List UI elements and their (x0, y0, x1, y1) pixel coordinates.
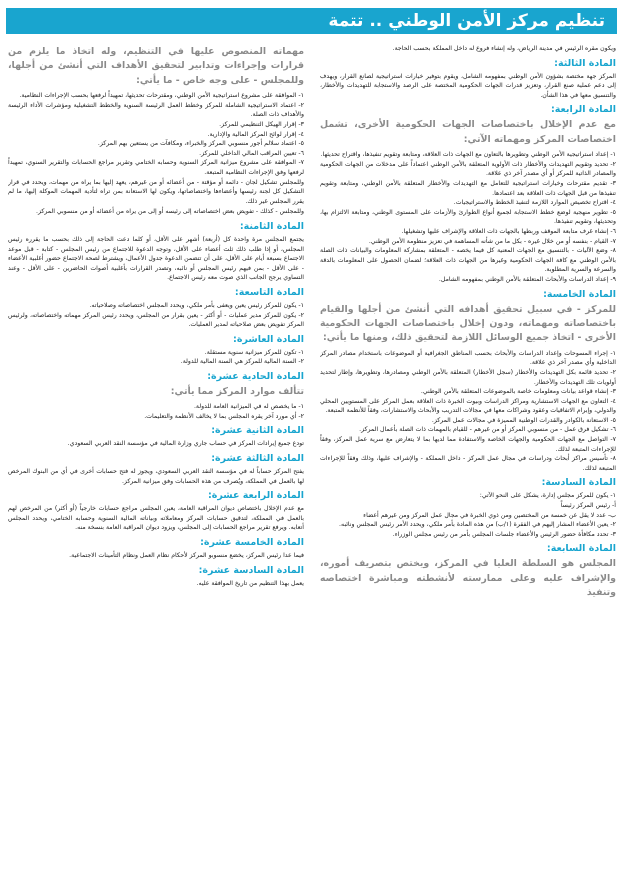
paragraph: مع عدم الإخلال باختصاص ديوان المراقبة العامة، يعين المجلس مراجع حسابات خارجياً (أو أكثر) من المرخص لهم بالعمل في المملكة، لتدقيق حسابات المركز ومعاملاته وبياناته المالية السنوية وحسابه الختامي، ويحدد المجلس أتعابه. ويرفع تقرير مراجع الحسابات إلى المجلس، ويزود ديوان المراقبة العامة بنسخة منه. (8, 505, 304, 532)
article-heading: المادة الخامسة: (543, 288, 616, 300)
list-item: ١- ما يخصص له في الميزانية العامة للدولة. (193, 403, 304, 411)
article-heading: المادة العاشرة: (233, 333, 304, 345)
lead-paragraph: للمركز - في سبيل تحقيق أهدافه التي أنشئ من أجلها والقيام باختصاصاته ومهماته، ودون إخلال باختصاصات الجهات الحكومية الأخرى - اتخاذ جميع الوسائل اللازمة لتحقيق ذلك، ومنها ما يأتي: (320, 303, 616, 344)
list-item: ٨- تأسيس مراكز أبحاث ودراسات في مجال عمل المركز - داخل المملكة - والإشراف عليها، وذلك وفقاً للإجراءات المتبعة لذلك. (320, 455, 616, 472)
list-item: ٢- تحديد وتقويم التهديدات والأخطار ذات الأولوية المتعلقة بالأمن الوطني اعتماداً على مدخلات من الجهات الحكومية والمصادر الذاتية للمركز أو أي مصدر آخر ذي علاقة. (320, 160, 616, 178)
paragraph: وللمجلس - كذلك - تفويض بعض اختصاصاته إلى رئيسه أو إلى من يراه من أعضائه أو من منسوبي المركز. (36, 208, 304, 216)
list-item: ٧- الموافقة على مشروع ميزانية المركز السنوية وحسابه الختامي وتقرير مراجع الحسابات والتقرير السنوي، تمهيداً لرفعها وفق الإجراءات النظامية المتبعة. (8, 159, 304, 176)
list-item: ٥- اعتماد سلالم أجور منسوبي المركز والخبراء، ومكافآت من يستعين بهم المركز. (97, 140, 304, 148)
article-heading: المادة السادسة: (541, 477, 616, 489)
paragraph: يجتمع المجلس مرة واحدة كل (أربعة) أشهر على الأقل، أو كلما دعت الحاجة إلى ذلك بحسب ما يقرره رئيس المجلس، أو إذا طلب ذلك ثلث أعضاء على الأقل، وتوجه الدعوة للاجتماع من رئيس المجلس - كتابة - قبل موعد الاجتماع بسبعة أيام على الأقل، على أن تتضمن الدعوة جدول الأعمال، ويشترط لصحة الاجتماع حضور أغلبية الأعضاء - على الأقل - بمن فيهم رئيس المجلس أو نائبه، وتصدر القرارات بأغلبية أصوات الحاضرين - على الأقل - وعند التساوي يرجح الجانب الذي صوت معه رئيس الاجتماع. (8, 235, 304, 282)
list-item: ٥- الاستعانة بالكوادر والقدرات الوطنية المميزة في مجالات عمل المركز. (431, 416, 616, 424)
paragraph: ويكون مقره الرئيس في مدينة الرياض، وله إنشاء فروع له داخل المملكة بحسب الحاجة. (392, 45, 616, 52)
paragraph: يعمل بهذا التنظيم من تاريخ الموافقة عليه. (196, 579, 304, 587)
list-item: ١- يكون للمركز مجلس إدارة، يشكل على النحو الآتي: (479, 492, 616, 500)
lead-paragraph: مهماته المنصوص عليها في التنظيم، وله اتخاذ ما يلزم من قرارات وإجراءات وتدابير لتحقيق الأهداف التي أنشئ من أجلها، وللمجلس - على وجه خاص - ما يأتي: (8, 46, 304, 86)
list-item: ٢- تحديد قائمة بكل التهديدات والأخطار (سجل الأخطار) المتعلقة بالأمن الوطني ومصادرها، وتطويرها، وإطار لتحديد أولويات تلك التهديدات والأخطار. (320, 368, 616, 386)
paragraph: المركز جهة مختصة بشؤون الأمن الوطني بمفهومه الشامل، ويقوم بتوفير خيارات استراتيجية لصانع القرار، ويهدف إلى دعم عملية صنع القرار، وتعزيز قدرات الجهات الحكومية المختصة على الرصد والاستجابة للتهديدات والأخطار، والتنسيق معها في هذا الشأن. (320, 72, 616, 99)
lead-paragraph: المجلس هو السلطة العليا في المركز، ويختص بتصريف أموره، والإشراف عليه وعلى ممارسته لأنشطته ومباشرة اختصاصه وتنفيذ (320, 558, 616, 599)
list-item: ب- عدد لا يقل عن خمسة من المختصين ومن ذوي الخبرة في مجال عمل المركز ومن غيرهم أعضاء (363, 511, 616, 519)
lead-paragraph: تتألف موارد المركز مما يأتي: (170, 385, 304, 397)
article-heading: المادة الثالثة: (554, 57, 616, 69)
article-heading: المادة الرابعة: (550, 104, 616, 116)
lead-paragraph: مع عدم الإخلال باختصاصات الجهات الحكومية الأخرى، تشمل اختصاصات المركز ومهماته الآتي: (320, 119, 616, 145)
list-item: ٧- التواصل مع الجهات الحكومية والجهات الخاصة والاستفادة مما لديها بما لا يتعارض مع سرية عمل المركز، وفقاً للإجراءات المتبعة لذلك. (320, 436, 616, 453)
list-item: ٢- يعين الأعضاء المشار إليهم في الفقرة (١/ب) من هذه المادة بأمر ملكي، ويحدد الأمر رئيس المجلس ونائبه. (339, 521, 616, 529)
article-heading: المادة الحادية عشرة: (207, 370, 304, 382)
page-title-banner (6, 8, 617, 34)
list-item: ٦- تعيين المراقب المالي الداخلي للمركز. (199, 149, 304, 157)
paragraph: تودع جميع إيرادات المركز في حساب جاري وزارة المالية في مؤسسة النقد العربي السعودي. (67, 440, 304, 448)
list-item: ١- إعداد استراتيجية الأمن الوطني وتطويرها بالتعاون مع الجهات ذات العلاقة، ومتابعة وتقويم تنفيذها، واقتراح تحديثها. (320, 151, 616, 159)
paragraph: وللمجلس تشكيل لجان - دائمة أو مؤقتة - من أعضائه أو من غيرهم، يعهد إليها بما يراه من مهمات، ويحدد في قرار التشكيل كل لجنة رئيسها وأعضاءها واختصاصاتها، ويكون لها الاستعانة بمن تراه لتأدية المهمات الموكلة إليها، ما لم يقرر المجلس غير ذلك. (8, 178, 304, 205)
list-item: ٢- اعتماد الاستراتيجية الشاملة للمركز وخطط العمل الرئيسة السنوية والخطط التشغيلية ومؤشرات الأداء الرئيسة والأهداف ذات الصلة. (8, 101, 304, 119)
list-item: ٣- تحدد مكافأة حضور الرئيس والأعضاء جلسات المجلس بأمر من رئيس مجلس الوزراء. (392, 530, 616, 538)
list-item: ٤- اقتراح تخصيص الموارد اللازمة لتنفيذ الخطط والاستراتيجيات. (453, 199, 616, 207)
list-item: ٤- إقرار لوائح المركز المالية والإدارية. (207, 130, 304, 138)
left-column (8, 44, 304, 880)
list-item: ٢- أي مورد آخر يقره المجلس بما لا يخالف الأنظمة والتعليمات. (144, 412, 304, 420)
article-heading: المادة الثانية عشرة: (211, 425, 304, 437)
article-heading: المادة الثامنة: (239, 220, 304, 232)
list-item: ٣- إقرار الهيكل التنظيمي للمركز. (219, 121, 304, 128)
list-item: ٣- تقديم مقترحات وخيارات استراتيجية للتعامل مع التهديدات والأخطار المتعلقة بالأمن الوطني، ومتابعة وتقويم تنفيذها من قبل الجهات ذات العلاقة بعد اعتمادها. (320, 179, 616, 197)
list-item: ١- الموافقة على مشروع استراتيجية الأمن الوطني، ومقترحات تحديثها، تمهيداً لرفعها بحسب الإجراءات النظامية. (19, 92, 304, 100)
list-item: ٨- وضع الآليات - بالتنسيق مع الجهات المعنية كل فيما يخصه - المتعلقة بمشاركة المعلومات والبيانات ذات الصلة بالأمن الوطني مع كافة الجهات الحكومية وغيرها من الجهات ذات العلاقة؛ لضمان الحصول على المعلومات بالدقة والسرعة والسرية المطلوبة. (320, 247, 616, 274)
list-item: ٩- إعداد الدراسات والأبحاث المتعلقة بالأمن الوطني بمفهومه الشامل. (438, 275, 616, 283)
list-item: ٣- إنشاء قواعد بيانات ومعلومات خاصة بالموضوعات المتعلقة بالأمن الوطني. (420, 388, 616, 396)
page-title: تنظيم مركز الأمن الوطني .. تتمة (328, 11, 605, 31)
list-item: ٦- إنشاء غرف متابعة الموقف وربطها بالجهات ذات العلاقة والإشراف عليها وتشغيلها. (401, 227, 616, 235)
paragraph: يفتح المركز حساباً له في مؤسسة النقد العربي السعودي، ويجوز له فتح حسابات أخرى في أي من البنوك المرخص لها بالعمل في المملكة، ويُصرف من هذه الحسابات وفق ميزانية المركز. (8, 468, 304, 485)
list-item: ٥- تطوير منهجية لوضع خطط الاستجابة لجميع أنواع الطوارئ والأزمات على المستوى الوطني، ومتابعة الالتزام بها، وتحديثها، وتقويم تنفيذها. (320, 208, 616, 226)
right-column (320, 44, 616, 880)
list-item: ١- تكون للمركز ميزانية سنوية مستقلة. (204, 348, 304, 356)
paragraph: فيما عدا رئيس المركز، يخضع منسوبو المركز لأحكام نظام العمل ونظام التأمينات الاجتماعية. (69, 552, 304, 560)
article-heading: المادة الرابعة عشرة: (207, 490, 304, 502)
list-item: ٦- تشكيل فرق عمل - من منسوبي المركز أو من غيرهم - للقيام بالمهمات ذات الصلة بأعمال المركز. (359, 426, 616, 434)
list-item: ٧- القيام - بنفسه أو من خلال غيره - بكل ما من شأنه المساهمة في تعزيز منظومة الأمن الوطني. (368, 237, 616, 245)
article-heading: المادة الخامسة عشرة: (200, 537, 304, 549)
list-item: ١- يكون للمركز رئيس يعين ويعفى بأمر ملكي، ويحدد المجلس اختصاصاته وصلاحياته. (89, 301, 304, 309)
article-heading: المادة السابعة: (546, 543, 616, 555)
article-heading: المادة السادسة عشرة: (198, 564, 304, 576)
list-item: ٢- يكون للمركز مدير عمليات - أو أكثر - يعين بقرار من المجلس، ويحدد رئيس المركز مهماته واختصاصاته، ولرئيس المركز تفويض بعض صلاحياته لمدير العمليات. (8, 311, 304, 329)
list-item: أ- رئيس المركز رئيساً (560, 502, 616, 510)
list-item: ١- إجراء المسوحات وإعداد الدراسات والأبحاث بحسب المناطق الجغرافية أو الموضوعات باستخدام مصادر المركز الداخلية وأي مصدر آخر ذي علاقة. (320, 349, 616, 367)
article-heading: المادة الثالثة عشرة: (211, 453, 304, 465)
list-item: ٤- التعاون مع الجهات الاستشارية ومراكز الدراسات وبيوت الخبرة ذات العلاقة بعمل المركز على المستويين المحلي والدولي، وإبرام الاتفاقيات وعقود وشراكات معها في مجالات التدريب والأبحاث والاستشارات، وفقاً للأنظمة المتبعة. (320, 397, 616, 415)
article-heading: المادة التاسعة: (234, 286, 304, 298)
list-item: ٢- السنة المالية للمركز هي السنة المالية للدولة. (180, 358, 304, 366)
